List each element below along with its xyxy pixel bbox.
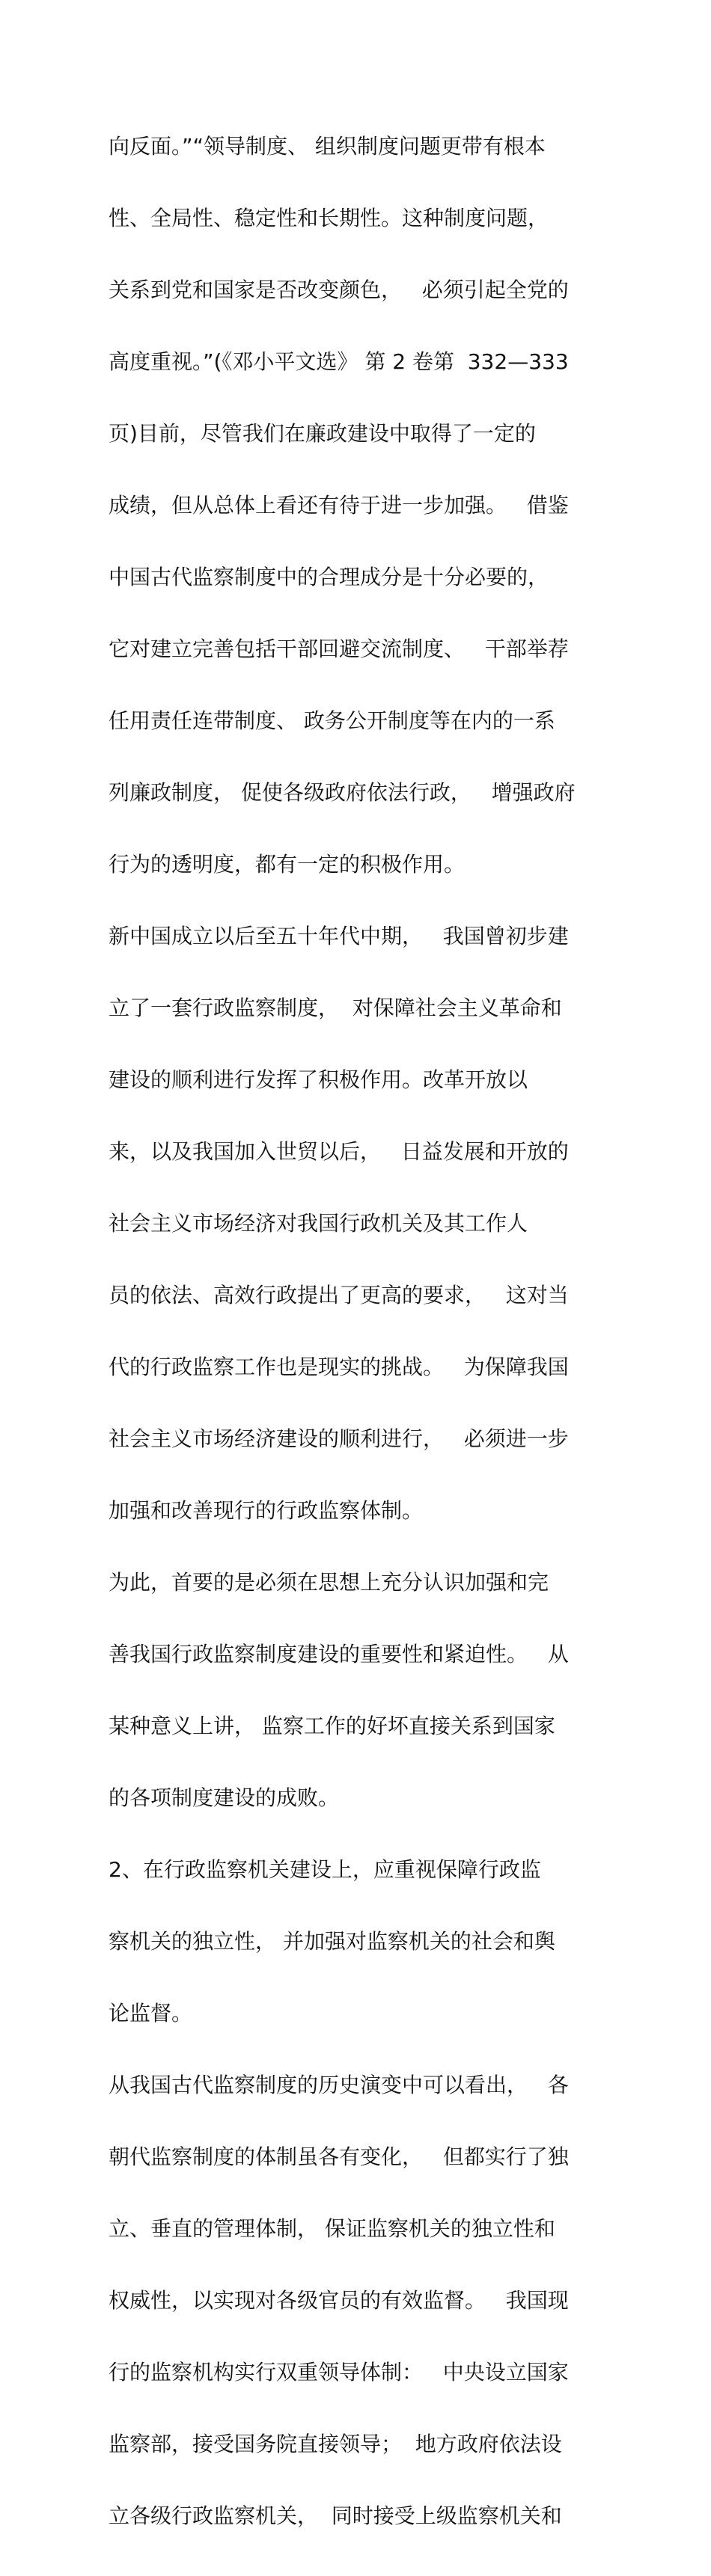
text-line: 的各项制度建设的成败。 <box>109 1785 340 1810</box>
text-line: 行为的透明度，都有一定的积极作用。 <box>109 852 466 877</box>
text-line: 立、垂直的管理体制， 保证监察机关的独立性和 <box>109 2216 555 2241</box>
text-line: 中国古代监察制度中的合理成分是十分必要的， <box>109 565 549 589</box>
text-line: 高度重视。”(《邓小平文选》 第 2 卷第 332—333 <box>109 349 569 374</box>
text-line: 任用责任连带制度、 政务公开制度等在内的一系 <box>109 708 555 733</box>
text-line: 论监督。 <box>109 2001 193 2025</box>
text-line: 社会主义市场经济建设的顺利进行， 必须进一步 <box>109 1426 569 1451</box>
text-line: 权威性，以实现对各级官员的有效监督。 我国现 <box>109 2288 569 2313</box>
text-line: 来，以及我国加入世贸以后， 日益发展和开放的 <box>109 1139 569 1164</box>
text-line: 立了一套行政监察制度， 对保障社会主义革命和 <box>109 996 562 1020</box>
text-line: 朝代监察制度的体制虽各有变化， 但都实行了独 <box>109 2144 569 2169</box>
text-line: 性、全局性、稳定性和长期性。这种制度问题， <box>109 206 549 230</box>
text-line: 向反面。”“领导制度、 组织制度问题更带有根本 <box>109 134 546 159</box>
text-line: 建设的顺利进行发挥了积极作用。改革开放以 <box>109 1067 528 1092</box>
text-line: 员的依法、高效行政提出了更高的要求， 这对当 <box>109 1283 569 1307</box>
text-line: 新中国成立以后至五十年代中期， 我国曾初步建 <box>109 924 569 948</box>
text-line: 成绩，但从总体上看还有待于进一步加强。 借鉴 <box>109 493 569 518</box>
text-line: 关系到党和国家是否改变颜色， 必须引起全党的 <box>109 277 569 302</box>
text-line: 2、在行政监察机关建设上，应重视保障行政监 <box>109 1857 541 1882</box>
text-line: 立各级行政监察机关， 同时接受上级监察机关和 <box>109 2503 562 2528</box>
text-line: 行的监察机构实行双重领导体制： 中央设立国家 <box>109 2360 569 2385</box>
text-line: 为此，首要的是必须在思想上充分认识加强和完 <box>109 1570 549 1595</box>
text-line: 列廉政制度， 促使各级政府依法行政， 增强政府 <box>109 780 576 805</box>
body-text <box>109 87 617 2576</box>
text-line: 社会主义市场经济对我国行政机关及其工作人 <box>109 1211 528 1236</box>
text-line: 善我国行政监察制度建设的重要性和紧迫性。 从 <box>109 1642 569 1666</box>
text-line: 从我国古代监察制度的历史演变中可以看出， 各 <box>109 2073 569 2097</box>
text-line: 加强和改善现行的行政监察体制。 <box>109 1498 424 1523</box>
text-line: 察机关的独立性， 并加强对监察机关的社会和舆 <box>109 1929 555 1954</box>
text-line: 监察部，接受国务院直接领导； 地方政府依法设 <box>109 2432 562 2456</box>
text-line: 页)目前，尽管我们在廉政建设中取得了一定的 <box>109 421 536 446</box>
text-line: 某种意义上讲， 监察工作的好坏直接关系到国家 <box>109 1714 555 1738</box>
text-line: 它对建立完善包括干部回避交流制度、 干部举荐 <box>109 637 569 661</box>
text-line: 代的行政监察工作也是现实的挑战。 为保障我国 <box>109 1355 569 1379</box>
